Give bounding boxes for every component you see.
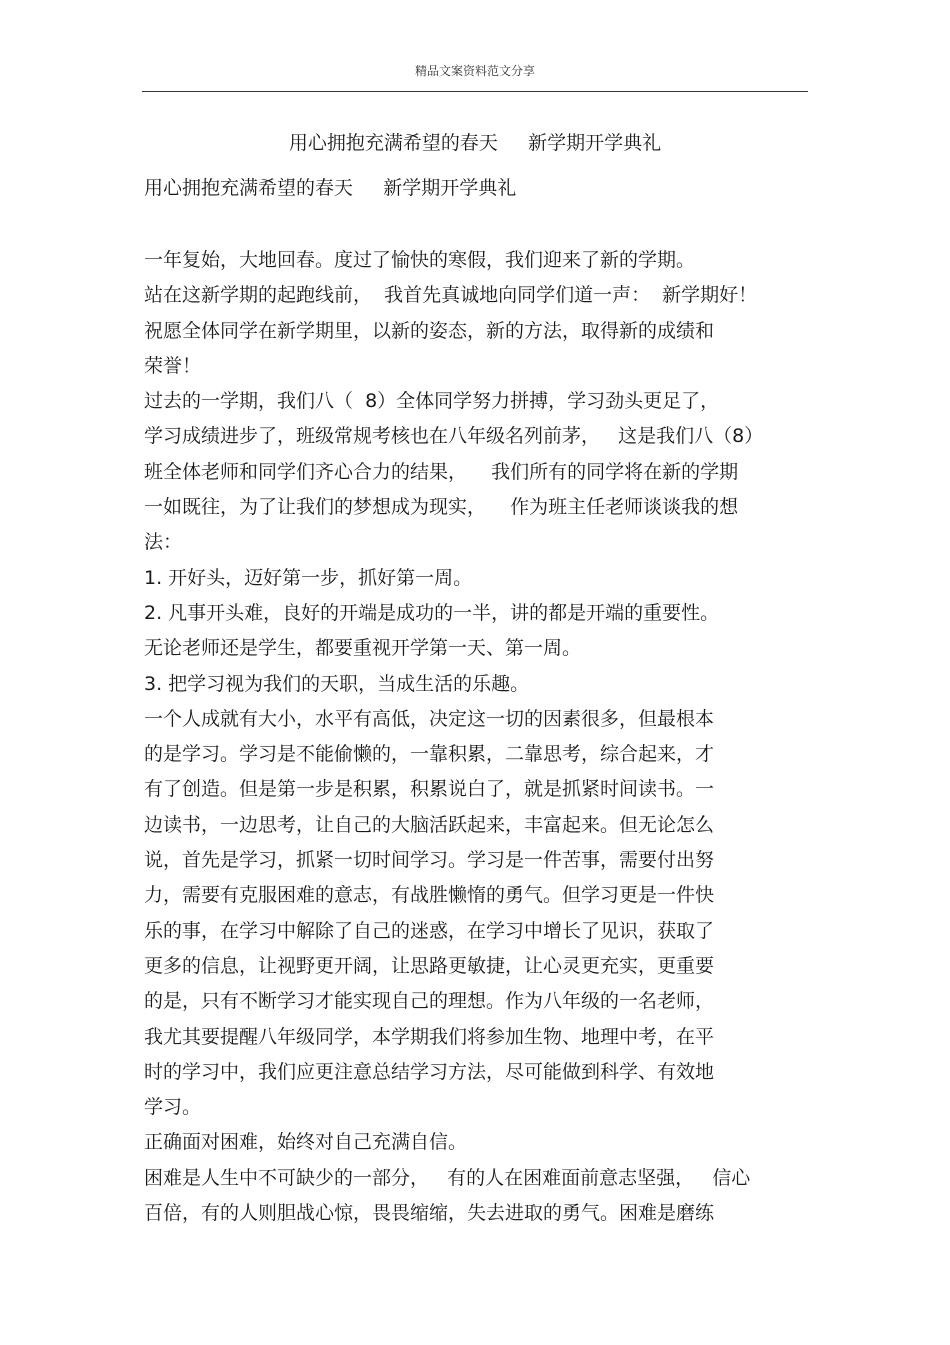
body-line: 的是学习。学习是不能偷懒的，一靠积累，二靠思考，综合起来，才 xyxy=(144,743,715,766)
body-line: 一年复始，大地回春。度过了愉快的寒假，我们迎来了新的学期。 xyxy=(144,249,696,271)
document-body xyxy=(144,243,814,1231)
body-line: 一个人成就有大小，水平有高低，决定这一切的因素很多，但最根本 xyxy=(144,707,715,730)
document-title: 用心拥抱充满希望的春天 新学期开学典礼 xyxy=(288,132,662,154)
body-line: 无论老师还是学生，都要重视开学第一天、第一周。 xyxy=(144,637,582,660)
body-line: 荣誉！ xyxy=(144,354,202,377)
body-line: 困难是人生中不可缺少的一部分， 有的人在困难面前意志坚强， 信心 xyxy=(144,1166,751,1189)
body-line: 力，需要有克服困难的意志，有战胜懒惰的勇气。但学习更是一件快 xyxy=(144,884,715,907)
body-line: 学习成绩进步了，班级常规考核也在八年级名列前茅， 这是我们八（8） xyxy=(144,425,764,448)
body-line: 班全体老师和同学们齐心合力的结果， 我们所有的同学将在新的学期 xyxy=(144,460,739,483)
body-line: 边读书，一边思考，让自己的大脑活跃起来，丰富起来。但无论怎么 xyxy=(144,813,715,836)
body-line: 乐的事，在学习中解除了自己的迷惑，在学习中增长了见识，获取了 xyxy=(144,919,715,942)
body-line: 祝愿全体同学在新学期里，以新的姿态，新的方法，取得新的成绩和 xyxy=(144,319,715,342)
body-line: 更多的信息，让视野更开阔，让思路更敏捷，让心灵更充实，更重要 xyxy=(144,954,715,977)
document-subtitle: 用心拥抱充满希望的春天 新学期开学典礼 xyxy=(144,177,517,199)
body-line: 站在这新学期的起跑线前， 我首先真诚地向同学们道一声： 新学期好！ xyxy=(144,284,758,307)
body-line: 一如既往，为了让我们的梦想成为现实， 作为班主任老师谈谈我的想 xyxy=(144,496,739,519)
body-line: 学习。 xyxy=(144,1096,202,1119)
body-line: 过去的一学期，我们八（ 8）全体同学努力拼搏，学习劲头更足了， xyxy=(144,390,720,413)
body-line: 1. 开好头，迈好第一步，抓好第一周。 xyxy=(144,566,473,589)
body-line: 百倍，有的人则胆战心惊，畏畏缩缩，失去进取的勇气。困难是磨练 xyxy=(144,1202,715,1225)
body-line: 时的学习中，我们应更注意总结学习方法，尽可能做到科学、有效地 xyxy=(144,1060,715,1083)
body-line: 正确面对困难，始终对自己充满自信。 xyxy=(144,1131,468,1154)
body-line: 法： xyxy=(144,531,183,554)
body-line: 说，首先是学习，抓紧一切时间学习。学习是一件苦事，需要付出努 xyxy=(144,849,715,872)
body-line: 我尤其要提醒八年级同学，本学期我们将参加生物、地理中考，在平 xyxy=(144,1025,715,1048)
header-divider xyxy=(142,91,808,92)
body-line: 有了创造。但是第一步是积累，积累说白了，就是抓紧时间读书。一 xyxy=(144,778,715,801)
body-line: 3. 把学习视为我们的天职，当成生活的乐趣。 xyxy=(144,672,530,695)
body-line: 的是，只有不断学习才能实现自己的理想。作为八年级的一名老师， xyxy=(144,990,715,1013)
page-header: 精品文案资料范文分享 xyxy=(414,64,535,78)
body-line: 2. 凡事开头难，良好的开端是成功的一半，讲的都是开端的重要性。 xyxy=(144,601,720,624)
